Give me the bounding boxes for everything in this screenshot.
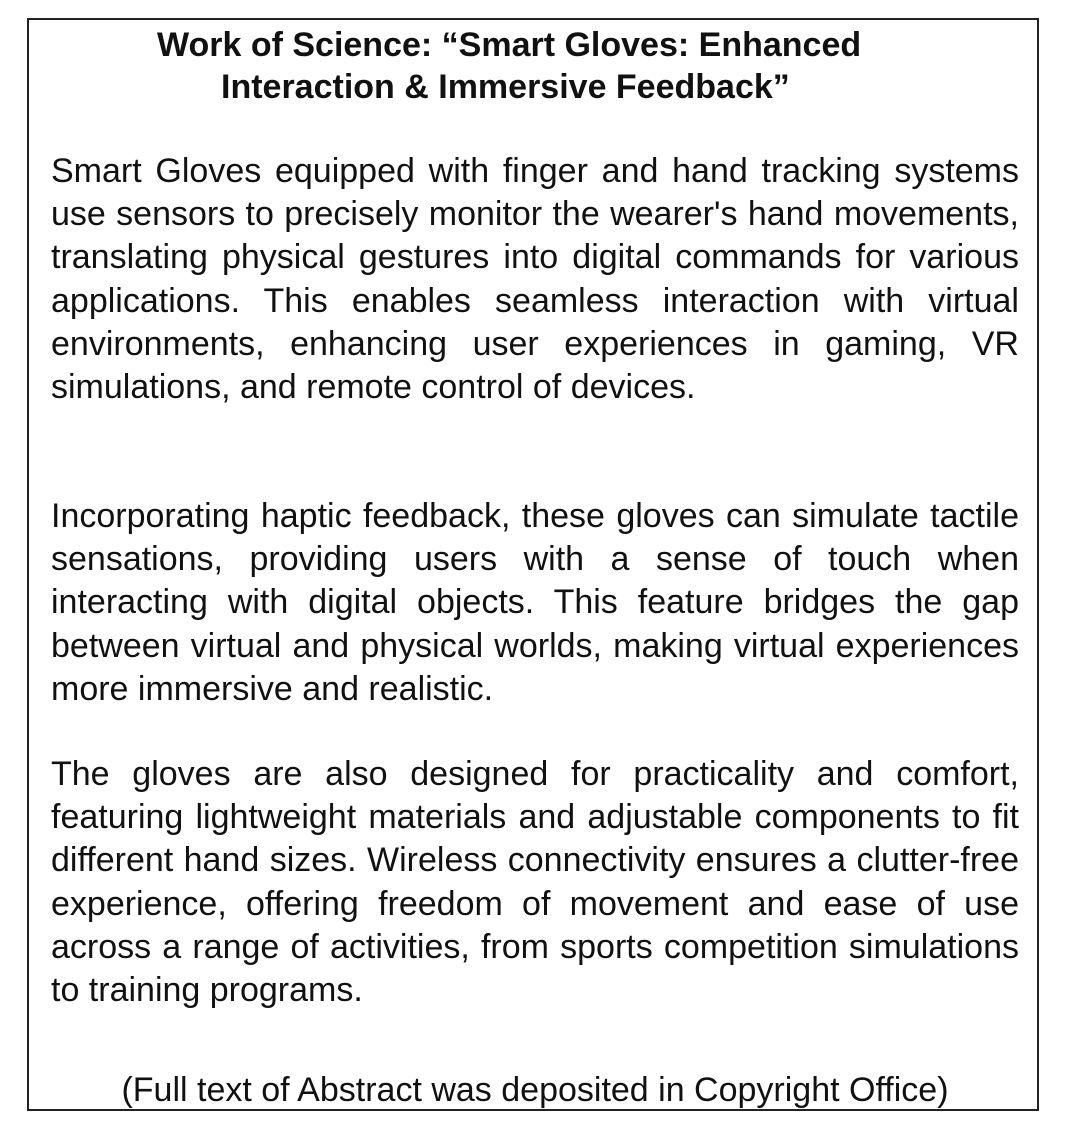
abstract-paragraph-3: The gloves are also designed for practicality and comfort, featuring lightweight materials and adjustable components to fit different hand sizes. Wireless connectivity ensures a clutter-free experience, offering freedom of movement and ease of use across a range of activities, from sports competition simulations to training programs. [51, 755, 1019, 1010]
title-line-2: Interaction & Immersive Feedback” [221, 68, 790, 106]
abstract-box [27, 18, 1039, 1111]
abstract-paragraph-2: Incorporating haptic feedback, these gloves can simulate tactile sensations, providing users with a sense of touch when interacting with digital objects. This feature bridges the gap between virtual and physical worlds, making virtual experiences more immersive and realistic. [51, 497, 1019, 708]
title-line-1: Work of Science: “Smart Gloves: Enhanced [157, 26, 862, 64]
abstract-paragraph-1: Smart Gloves equipped with finger and hand tracking systems use sensors to precisely monitor the wearer's hand movements, translating physical gestures into digital commands for various applications. This enables seamless interaction with virtual environments, enhancing user experiences in gaming, VR simulations, and remote control of devices. [51, 152, 1019, 407]
document-title [29, 24, 1041, 108]
copyright-note: (Full text of Abstract was deposited in Copyright Office) [121, 1071, 949, 1109]
